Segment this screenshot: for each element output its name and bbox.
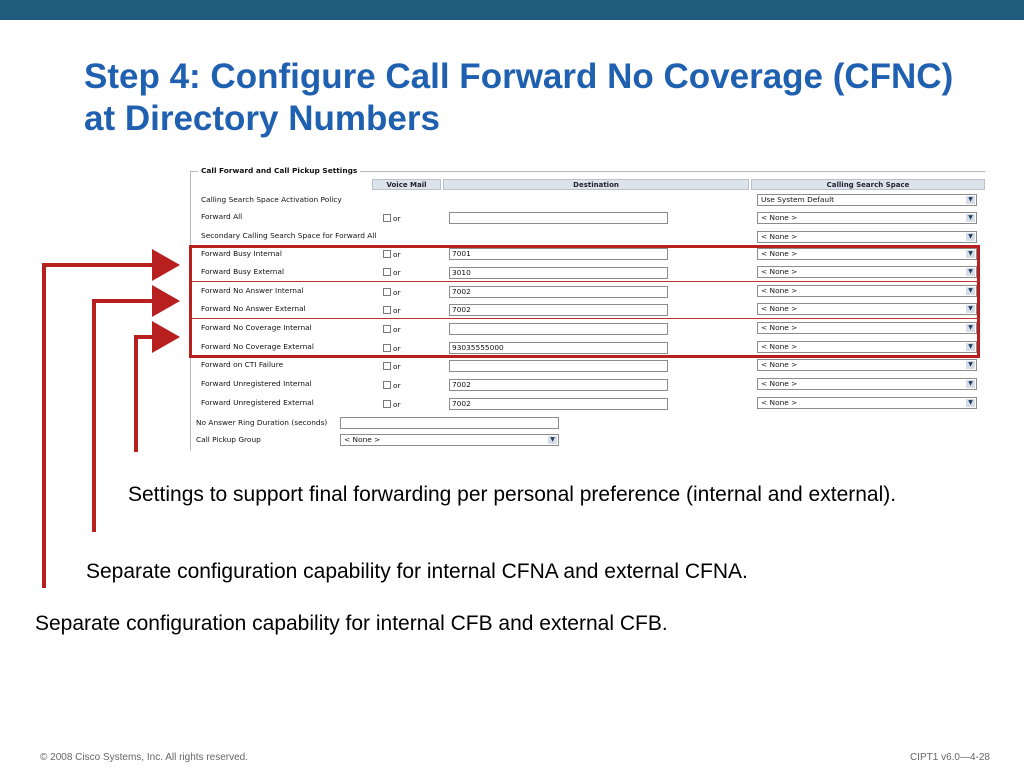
chevron-down-icon: ▼ bbox=[966, 196, 975, 204]
css-select[interactable]: < None > ▼ bbox=[757, 359, 977, 371]
css-select[interactable]: < None > ▼ bbox=[757, 248, 977, 260]
css-select[interactable]: < None > ▼ bbox=[757, 397, 977, 409]
css-select[interactable]: < None > ▼ bbox=[757, 266, 977, 278]
or-label: or bbox=[393, 400, 401, 409]
highlight-separator-cfb-cfna bbox=[190, 281, 979, 282]
chevron-down-icon: ▼ bbox=[966, 268, 975, 276]
or-label: or bbox=[393, 288, 401, 297]
chevron-down-icon: ▼ bbox=[966, 324, 975, 332]
css-select[interactable]: < None > ▼ bbox=[757, 231, 977, 243]
chevron-down-icon: ▼ bbox=[966, 250, 975, 258]
or-label: or bbox=[393, 381, 401, 390]
chevron-down-icon: ▼ bbox=[966, 214, 975, 222]
chevron-down-icon: ▼ bbox=[966, 343, 975, 351]
row-label: Forward No Answer Internal bbox=[201, 286, 304, 295]
row-label: Forward No Coverage Internal bbox=[201, 323, 312, 332]
or-label: or bbox=[393, 268, 401, 277]
row-label: Calling Search Space Activation Policy bbox=[201, 195, 342, 204]
highlight-separator-cfna-cfnc bbox=[190, 318, 979, 319]
destination-input[interactable]: 93035555000 bbox=[449, 342, 668, 354]
top-banner bbox=[0, 0, 1024, 20]
css-select[interactable]: < None > ▼ bbox=[757, 212, 977, 224]
chevron-down-icon: ▼ bbox=[966, 399, 975, 407]
row-label: Forward on CTI Failure bbox=[201, 360, 284, 369]
destination-input[interactable]: 7002 bbox=[449, 398, 668, 410]
row-label: Forward Unregistered External bbox=[201, 398, 314, 407]
voicemail-checkbox[interactable] bbox=[383, 400, 391, 408]
footer-copyright: © 2008 Cisco Systems, Inc. All rights reserved. bbox=[40, 752, 249, 763]
row-label: Forward Unregistered Internal bbox=[201, 379, 312, 388]
chevron-down-icon: ▼ bbox=[966, 361, 975, 369]
css-select[interactable]: < None > ▼ bbox=[757, 303, 977, 315]
header-calling-search-space: Calling Search Space bbox=[751, 179, 985, 190]
arrow-cfb bbox=[44, 265, 176, 588]
chevron-down-icon: ▼ bbox=[966, 305, 975, 313]
ring-duration-input[interactable] bbox=[340, 417, 559, 429]
row-label: Forward No Answer External bbox=[201, 304, 306, 313]
destination-input[interactable]: 7001 bbox=[449, 248, 668, 260]
slide-title: Step 4: Configure Call Forward No Coverage (CFNC) at Directory Numbers bbox=[84, 57, 954, 138]
css-select[interactable]: < None > ▼ bbox=[757, 285, 977, 297]
chevron-down-icon: ▼ bbox=[966, 380, 975, 388]
destination-input[interactable]: 7002 bbox=[449, 304, 668, 316]
destination-input[interactable] bbox=[449, 360, 668, 372]
destination-input[interactable]: 7002 bbox=[449, 379, 668, 391]
voicemail-checkbox[interactable] bbox=[383, 362, 391, 370]
arrow-cfnc bbox=[136, 337, 176, 452]
destination-input[interactable] bbox=[449, 212, 668, 224]
or-label: or bbox=[393, 362, 401, 371]
chevron-down-icon: ▼ bbox=[548, 436, 557, 444]
row-label: Forward Busy External bbox=[201, 267, 285, 276]
destination-input[interactable]: 7002 bbox=[449, 286, 668, 298]
or-label: or bbox=[393, 325, 401, 334]
highlight-box bbox=[189, 245, 980, 358]
css-select[interactable]: < None > ▼ bbox=[757, 322, 977, 334]
voicemail-checkbox[interactable] bbox=[383, 381, 391, 389]
or-label: or bbox=[393, 306, 401, 315]
ring-duration-label: No Answer Ring Duration (seconds) bbox=[196, 418, 328, 427]
header-destination: Destination bbox=[443, 179, 749, 190]
or-label: or bbox=[393, 214, 401, 223]
header-voice-mail: Voice Mail bbox=[372, 179, 441, 190]
footer-course-id: CIPT1 v6.0—4-28 bbox=[909, 752, 990, 763]
pickup-group-label: Call Pickup Group bbox=[196, 435, 261, 444]
annotation-cfb: Separate configuration capability for internal CFB and external CFB. bbox=[35, 612, 668, 635]
or-label: or bbox=[393, 250, 401, 259]
or-label: or bbox=[393, 344, 401, 353]
chevron-down-icon: ▼ bbox=[966, 233, 975, 241]
row-label: Secondary Calling Search Space for Forward All bbox=[201, 231, 377, 240]
row-label: Forward No Coverage External bbox=[201, 342, 314, 351]
panel-legend: Call Forward and Call Pickup Settings bbox=[198, 166, 360, 175]
chevron-down-icon: ▼ bbox=[966, 287, 975, 295]
destination-input[interactable]: 3010 bbox=[449, 267, 668, 279]
pickup-group-select[interactable]: < None > ▼ bbox=[340, 434, 559, 446]
row-label: Forward All bbox=[201, 212, 243, 221]
annotation-cfnc: Settings to support final forwarding per personal preference (internal and external). bbox=[128, 483, 897, 506]
annotation-cfna: Separate configuration capability for internal CFNA and external CFNA. bbox=[86, 560, 748, 583]
css-select[interactable]: Use System Default ▼ bbox=[757, 194, 977, 206]
css-select[interactable]: < None > ▼ bbox=[757, 378, 977, 390]
css-select[interactable]: < None > ▼ bbox=[757, 341, 977, 353]
row-label: Forward Busy Internal bbox=[201, 249, 282, 258]
voicemail-checkbox[interactable] bbox=[383, 214, 391, 222]
